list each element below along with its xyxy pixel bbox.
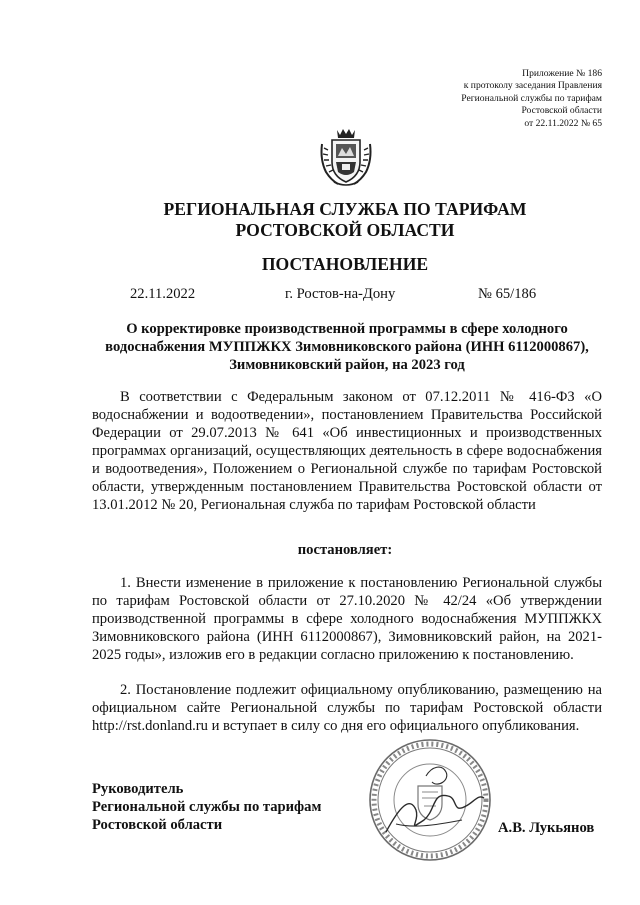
resolution-item-2: 2. Постановление подлежит официальному опубликованию, размещению на официальном сайте Региональной службы по тарифам Ростовской области http://rst.donland.ru и вступает в силу со дня его официального опубликования. <box>92 682 602 734</box>
document-place: г. Ростов-на-Дону <box>285 286 396 302</box>
organization-title-line: РЕГИОНАЛЬНАЯ СЛУЖБА ПО ТАРИФАМ <box>163 199 527 219</box>
coat-of-arms-icon <box>318 126 374 188</box>
appendix-line: Приложение № 186 <box>522 68 602 79</box>
organization-title <box>60 199 630 241</box>
document-date: 22.11.2022 <box>130 286 196 302</box>
document-subject <box>92 320 602 374</box>
appendix-note <box>461 68 602 130</box>
document-type: ПОСТАНОВЛЕНИЕ <box>261 254 429 274</box>
organization-title-line: РОСТОВСКОЙ ОБЛАСТИ <box>235 220 455 240</box>
preamble-paragraph: В соответствии с Федеральным законом от 07.12.2011 № 416-ФЗ «О водоснабжении и водоотведении», постановлением Правительства Российской Федерации от 29.07.2013 № 641 «Об инвестиционных и производственных программах организаций, осуществляющих деятельность в сфере водоснабжения и водоотведения», Положением о Региональной службе по тарифам Ростовской области, утвержденным постановлением Правительства Ростовской области от 13.01.2012 № 20, Региональная служба по тарифам Ростовской области <box>92 389 602 513</box>
official-seal-icon <box>366 736 494 864</box>
document-number: № 65/186 <box>478 286 537 302</box>
signer-title <box>92 780 321 834</box>
decree-word: постановляет: <box>297 542 393 558</box>
appendix-line: от 22.11.2022 № 65 <box>524 117 602 129</box>
signatory-name: А.В. Лукьянов <box>498 820 595 836</box>
signer-title-line: Ростовской области <box>92 817 223 833</box>
appendix-line: к протоколу заседания Правления <box>463 80 602 92</box>
signer-title-line: Руководитель <box>92 781 184 797</box>
appendix-line: Ростовской области <box>521 105 602 117</box>
subject-line: Зимовниковский район, на 2023 год <box>229 357 465 373</box>
appendix-line: Региональной службы по тарифам <box>461 92 602 104</box>
resolution-item-1: 1. Внести изменение в приложение к постановлению Региональной службы по тарифам Ростовской области от 27.10.2020 № 42/24 «Об утверждении производственной программы в сфере холодного водоснабжения МУППЖКХ Зимовниковского района (ИНН 6112000867), Зимовниковский район, на 2021-2025 годы», изложив его в редакции согласно приложению к постановлению. <box>92 575 602 663</box>
signer-title-line: Региональной службы по тарифам <box>92 799 322 815</box>
subject-line: О корректировке производственной программы в сфере холодного <box>126 321 568 337</box>
subject-line: водоснабжения МУППЖКХ Зимовниковского района (ИНН 6112000867), <box>105 339 589 355</box>
